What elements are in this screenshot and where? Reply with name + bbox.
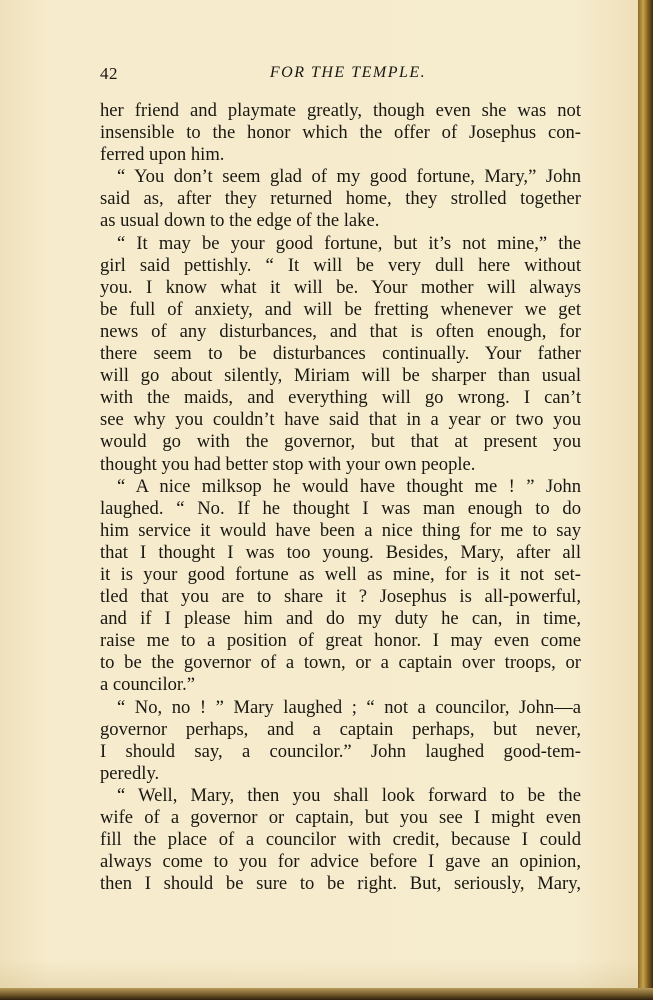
text-line: it is your good fortune as well as mine, for is it not set-	[100, 563, 581, 585]
text-line: “ It may be your good fortune, but it’s not mine,” the	[117, 232, 581, 254]
text-line: him service it would have been a nice thing for me to say	[100, 519, 581, 541]
text-line: “ No, no ! ” Mary laughed ; “ not a councilor, John—a	[117, 696, 581, 718]
text-line: governor perhaps, and a captain perhaps, but never,	[100, 718, 581, 740]
text-line: then I should be sure to be right. But, seriously, Mary,	[100, 873, 581, 895]
text-line: will go about silently, Miriam will be sharper than usual	[100, 365, 581, 387]
text-line: insensible to the honor which the offer of Josephus con-	[100, 122, 581, 144]
text-line: with the maids, and everything will go wrong. I can’t	[100, 387, 581, 409]
text-line: as usual down to the edge of the lake.	[100, 210, 380, 232]
page-number: 42	[100, 64, 118, 83]
text-line: that I thought I was too young. Besides, Mary, after all	[100, 541, 581, 563]
text-line: thought you had better stop with your own people.	[100, 453, 476, 475]
text-line: her friend and playmate greatly, though even she was not	[100, 100, 581, 121]
text-line: a councilor.”	[100, 674, 195, 696]
text-line: “ Well, Mary, then you shall look forward to be the	[117, 784, 581, 806]
text-line: said as, after they returned home, they strolled together	[100, 188, 581, 210]
text-line: laughed. “ No. If he thought I was man enough to do	[100, 497, 581, 519]
text-line: see why you couldn’t have said that in a year or two you	[100, 409, 581, 431]
text-line: tled that you are to share it ? Josephus is all-powerful,	[100, 586, 581, 608]
text-line: and if I please him and do my duty he can, in time,	[100, 608, 581, 630]
text-line: ferred upon him.	[100, 144, 225, 166]
text-line: girl said pettishly. “ It will be very dull here without	[100, 254, 581, 276]
text-line: be full of anxiety, and will be fretting whenever we get	[100, 298, 581, 320]
text-line: raise me to a position of great honor. I may even come	[100, 630, 581, 652]
text-line: I should say, a councilor.” John laughed good-tem-	[100, 740, 581, 762]
text-line: “ A nice milksop he would have thought me ! ” John	[117, 475, 581, 497]
text-line: peredly.	[100, 762, 160, 784]
text-line: always come to you for advice before I gave an opinion,	[100, 851, 581, 873]
text-line: fill the place of a councilor with credit, because I could	[100, 829, 581, 851]
running-title: FOR THE TEMPLE.	[269, 64, 427, 81]
page-header	[100, 64, 580, 88]
page-bottom-edge	[0, 988, 653, 1000]
body-text	[100, 100, 581, 895]
text-line: wife of a governor or captain, but you see I might even	[100, 807, 581, 828]
book-spine-edge	[638, 0, 653, 1000]
text-line: there seem to be disturbances continually. Your father	[100, 343, 581, 365]
text-line: “ You don’t seem glad of my good fortune, Mary,” John	[117, 166, 581, 188]
text-line: would go with the governor, but that at present you	[100, 431, 581, 453]
text-line: news of any disturbances, and that is often enough, for	[100, 320, 581, 342]
text-line: to be the governor of a town, or a captain over troops, or	[100, 652, 581, 674]
text-line: you. I know what it will be. Your mother will always	[100, 276, 581, 298]
